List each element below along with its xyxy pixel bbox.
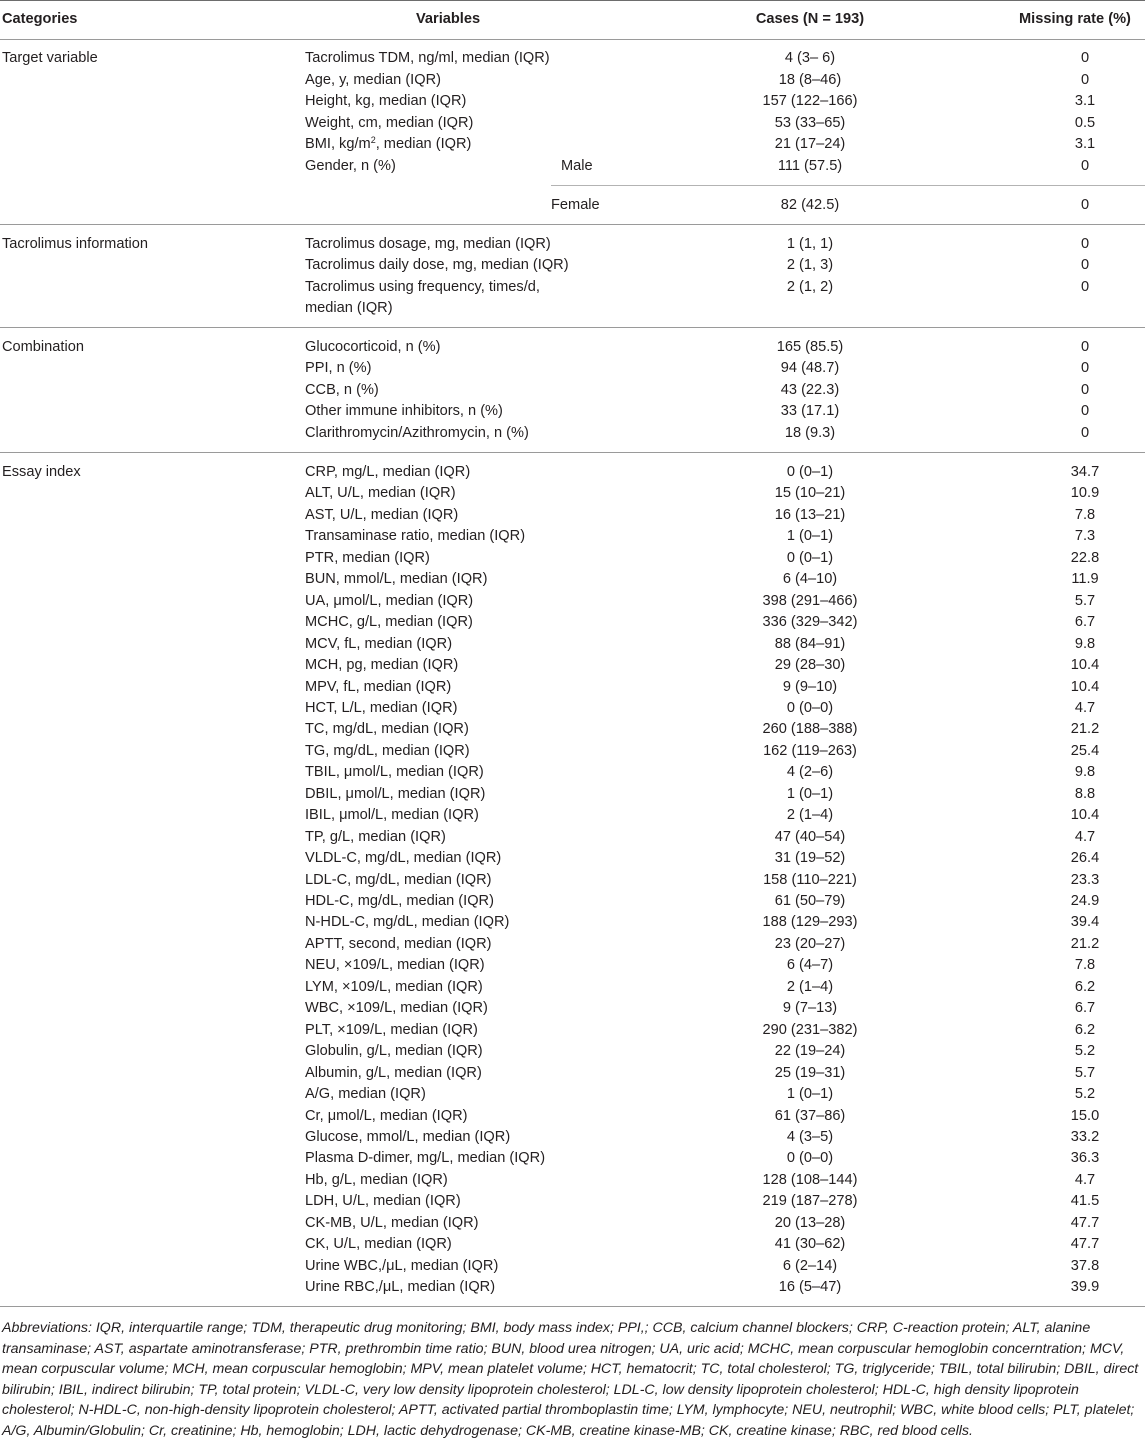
variable-label: A/G, median (IQR) [305, 1086, 426, 1103]
table-row [0, 634, 1145, 656]
table-row-continuation [0, 298, 1145, 320]
table-row [0, 677, 1145, 699]
missing-value: 4.7 [1074, 1171, 1096, 1188]
variable-label: Gender, n (%) [305, 158, 396, 174]
bmi-superscript: 2 [370, 135, 376, 145]
table-row [0, 1020, 1145, 1042]
missing-value: 5.7 [1074, 592, 1096, 609]
variable-label: UA, μmol/L, median (IQR) [305, 592, 474, 609]
missing-value: 15.0 [1070, 1107, 1100, 1124]
missing-value: 34.7 [1070, 464, 1100, 480]
missing-value: 37.8 [1070, 1257, 1100, 1274]
variable-label: LDL-C, mg/dL, median (IQR) [305, 871, 492, 888]
missing-value: 10.4 [1070, 678, 1100, 695]
category-label: Tacrolimus information [2, 236, 148, 252]
variable-label: Tacrolimus using frequency, times/d, [305, 279, 540, 295]
variable-label: TC, mg/dL, median (IQR) [305, 721, 469, 738]
table-row [0, 462, 1145, 484]
variable-label: Hb, g/L, median (IQR) [305, 1171, 448, 1188]
missing-value: 0 [1080, 339, 1090, 355]
cases-value: 1 (1, 1) [786, 236, 834, 252]
missing-value: 10.4 [1070, 807, 1100, 824]
missing-value: 0 [1080, 279, 1090, 295]
variable-label: Other immune inhibitors, n (%) [305, 403, 503, 419]
header-missing-rate: Missing rate (%) [1019, 11, 1131, 27]
cases-value: 22 (19–24) [774, 1043, 846, 1060]
table-row [0, 380, 1145, 402]
missing-value: 24.9 [1070, 893, 1100, 909]
cases-value: 88 (84–91) [774, 635, 846, 652]
gender-sub-rule [551, 185, 1145, 186]
category-label: Target variable [2, 50, 98, 66]
variable-label: TBIL, μmol/L, median (IQR) [305, 764, 484, 781]
table-top-rule [0, 0, 1145, 1]
missing-value: 22.8 [1070, 549, 1100, 566]
variable-label: APTT, second, median (IQR) [305, 935, 492, 952]
cases-value: 9 (9–10) [782, 678, 838, 695]
variable-label: WBC, ×109/L, median (IQR) [305, 1000, 488, 1017]
cases-value: 2 (1, 2) [786, 279, 834, 295]
variable-label: Urine RBC,/μL, median (IQR) [305, 1279, 496, 1296]
variable-label: TG, mg/dL, median (IQR) [305, 742, 470, 759]
category-label: Essay index [2, 464, 81, 480]
cases-value: 0 (0–0) [786, 699, 834, 716]
variable-label: Cr, μmol/L, median (IQR) [305, 1107, 468, 1124]
variable-label: Albumin, g/L, median (IQR) [305, 1064, 482, 1081]
table-row [0, 827, 1145, 849]
table-row [0, 1063, 1145, 1085]
cases-value: 188 (129–293) [762, 914, 858, 931]
missing-value: 0 [1080, 257, 1090, 273]
cases-value: 94 (48.7) [780, 360, 840, 376]
table-row [0, 1234, 1145, 1256]
table-row [0, 277, 1145, 299]
cases-value: 15 (10–21) [774, 485, 846, 502]
variable-label: PPI, n (%) [305, 360, 372, 376]
table-row [0, 1213, 1145, 1235]
cases-value: 260 (188–388) [762, 721, 858, 738]
table-row [0, 91, 1145, 113]
missing-value: 5.2 [1074, 1043, 1096, 1060]
category-label: Combination [2, 339, 84, 355]
missing-value: 41.5 [1070, 1193, 1100, 1210]
variable-label: BUN, mmol/L, median (IQR) [305, 571, 488, 588]
missing-value: 47.7 [1070, 1214, 1100, 1231]
cases-value: 4 (3–5) [786, 1128, 834, 1145]
variable-label: IBIL, μmol/L, median (IQR) [305, 807, 479, 824]
missing-value: 0.5 [1074, 115, 1096, 131]
table-row [0, 934, 1145, 956]
cases-value: 20 (13–28) [774, 1214, 846, 1231]
variable-label: LDH, U/L, median (IQR) [305, 1193, 461, 1210]
table-row [0, 48, 1145, 70]
cases-value: 4 (3– 6) [784, 50, 836, 66]
table-row [0, 1084, 1145, 1106]
cases-value: 41 (30–62) [774, 1236, 846, 1253]
missing-value: 25.4 [1070, 742, 1100, 759]
missing-value: 7.8 [1074, 506, 1096, 523]
variable-label: MCV, fL, median (IQR) [305, 635, 453, 652]
missing-value: 0 [1080, 382, 1090, 398]
table-row [0, 762, 1145, 784]
variable-label: VLDL-C, mg/dL, median (IQR) [305, 850, 502, 867]
missing-value: 7.8 [1074, 957, 1096, 974]
table-row [0, 526, 1145, 548]
table-row [0, 1127, 1145, 1149]
gender-male-label: Male [561, 158, 593, 174]
cases-value: 33 (17.1) [780, 403, 840, 419]
cases-value: 9 (7–13) [782, 1000, 838, 1017]
cases-value: 25 (19–31) [774, 1064, 846, 1081]
table-row [0, 891, 1145, 913]
missing-value: 36.3 [1070, 1150, 1100, 1167]
cases-value: 158 (110–221) [763, 871, 857, 888]
table-row [0, 805, 1145, 827]
table-row [0, 505, 1145, 527]
variable-label: CK, U/L, median (IQR) [305, 1236, 452, 1253]
table-row [0, 134, 1145, 156]
cases-value: 336 (329–342) [762, 614, 858, 631]
missing-value: 7.3 [1074, 528, 1096, 545]
missing-value: 0 [1080, 72, 1090, 88]
cases-value: 4 (2–6) [786, 764, 834, 781]
cases-value: 290 (231–382) [762, 1021, 858, 1038]
cases-value: 6 (4–7) [786, 957, 834, 974]
missing-value: 5.7 [1074, 1064, 1096, 1081]
missing-value: 6.2 [1074, 978, 1096, 995]
cases-value: 157 (122–166) [762, 93, 858, 109]
cases-value: 23 (20–27) [774, 935, 846, 952]
table-row [0, 1191, 1145, 1213]
cases-value: 0 (0–0) [786, 1150, 834, 1167]
missing-value: 3.1 [1074, 136, 1096, 152]
missing-value: 10.9 [1070, 485, 1100, 502]
table-header-row [0, 9, 1145, 31]
table-row [0, 1106, 1145, 1128]
variable-label: DBIL, μmol/L, median (IQR) [305, 785, 486, 802]
cases-value: 53 (33–65) [774, 115, 846, 131]
variable-label: Glucose, mmol/L, median (IQR) [305, 1128, 511, 1145]
variable-label: AST, U/L, median (IQR) [305, 506, 459, 523]
cases-value: 6 (2–14) [782, 1257, 838, 1274]
cases-value: 1 (0–1) [786, 1086, 834, 1103]
cases-value: 43 (22.3) [780, 382, 840, 398]
missing-value: 4.7 [1074, 699, 1096, 716]
cases-value: 0 (0–1) [786, 464, 834, 480]
cases-value: 31 (19–52) [774, 850, 846, 867]
variable-label: CRP, mg/L, median (IQR) [305, 464, 471, 480]
table-row [0, 977, 1145, 999]
table-row [0, 423, 1145, 445]
table-row [0, 1041, 1145, 1063]
variable-label: NEU, ×109/L, median (IQR) [305, 957, 485, 974]
cases-value: 82 (42.5) [780, 197, 840, 213]
table-row [0, 113, 1145, 135]
bmi-prefix: BMI, kg/m [305, 136, 371, 152]
missing-value: 23.3 [1070, 871, 1100, 888]
table-row [0, 1170, 1145, 1192]
cases-value: 18 (8–46) [778, 72, 842, 88]
variable-label: CK-MB, U/L, median (IQR) [305, 1214, 479, 1231]
variable-label: Urine WBC,/μL, median (IQR) [305, 1257, 499, 1274]
missing-value: 10.4 [1070, 657, 1100, 674]
table-row [0, 156, 1145, 178]
variable-label: MPV, fL, median (IQR) [305, 678, 452, 695]
variable-label: TP, g/L, median (IQR) [305, 828, 446, 845]
variable-label: PTR, median (IQR) [305, 549, 430, 566]
missing-value: 6.2 [1074, 1021, 1096, 1038]
cases-value: 61 (50–79) [774, 893, 846, 909]
table-row [0, 955, 1145, 977]
missing-value: 26.4 [1070, 850, 1100, 867]
cases-value: 21 (17–24) [774, 136, 846, 152]
variable-label: N-HDL-C, mg/dL, median (IQR) [305, 914, 510, 931]
missing-value: 33.2 [1070, 1128, 1100, 1145]
variable-label: HCT, L/L, median (IQR) [305, 699, 458, 716]
missing-value: 9.8 [1074, 635, 1096, 652]
table-row [0, 719, 1145, 741]
variable-label: PLT, ×109/L, median (IQR) [305, 1021, 478, 1038]
table-row [0, 912, 1145, 934]
variable-label-line2: median (IQR) [305, 300, 393, 316]
variable-label [305, 134, 471, 156]
variable-label: LYM, ×109/L, median (IQR) [305, 978, 483, 995]
missing-value: 0 [1080, 403, 1090, 419]
variable-label: Weight, cm, median (IQR) [305, 115, 474, 131]
missing-value: 6.7 [1074, 1000, 1096, 1017]
cases-value: 1 (0–1) [786, 528, 834, 545]
cases-value: 0 (0–1) [786, 549, 834, 566]
missing-value: 3.1 [1074, 93, 1096, 109]
missing-value: 39.9 [1070, 1279, 1100, 1296]
section-rule [0, 327, 1145, 328]
table-row [0, 255, 1145, 277]
table-row [0, 234, 1145, 256]
variable-label: Clarithromycin/Azithromycin, n (%) [305, 425, 529, 441]
missing-value: 21.2 [1070, 935, 1100, 952]
header-rule [0, 39, 1145, 40]
table-row [0, 483, 1145, 505]
cases-value: 2 (1, 3) [786, 257, 834, 273]
table-row [0, 337, 1145, 359]
table-row [0, 741, 1145, 763]
table-row [0, 870, 1145, 892]
cases-value: 18 (9.3) [784, 425, 836, 441]
table-row [0, 1256, 1145, 1278]
cases-value: 47 (40–54) [774, 828, 846, 845]
missing-value: 0 [1080, 50, 1090, 66]
section-rule [0, 452, 1145, 453]
header-categories: Categories [2, 11, 78, 27]
variable-label: Age, y, median (IQR) [305, 72, 441, 88]
missing-value: 9.8 [1074, 764, 1096, 781]
table-row [0, 784, 1145, 806]
header-variables: Variables [416, 11, 481, 27]
table-row [0, 998, 1145, 1020]
table-row [0, 195, 1145, 217]
missing-value: 0 [1080, 425, 1090, 441]
cases-value: 29 (28–30) [774, 657, 846, 674]
table-row [0, 548, 1145, 570]
table-bottom-rule [0, 1306, 1145, 1307]
table-row [0, 569, 1145, 591]
variable-label: Transaminase ratio, median (IQR) [305, 528, 526, 545]
missing-value: 11.9 [1071, 571, 1099, 588]
table-row [0, 848, 1145, 870]
cases-value: 61 (37–86) [774, 1107, 846, 1124]
gender-female-label: Female [551, 197, 600, 213]
missing-value: 0 [1080, 360, 1090, 376]
missing-value: 0 [1080, 197, 1090, 213]
table-row [0, 655, 1145, 677]
cases-value: 2 (1–4) [786, 807, 834, 824]
bmi-suffix: , median (IQR) [375, 136, 472, 152]
header-cases: Cases (N = 193) [755, 11, 865, 27]
cases-value: 165 (85.5) [776, 339, 844, 355]
table-row [0, 591, 1145, 613]
table-row [0, 1277, 1145, 1299]
cases-value: 16 (5–47) [778, 1279, 842, 1296]
variable-label: Height, kg, median (IQR) [305, 93, 467, 109]
missing-value: 6.7 [1074, 614, 1096, 631]
table-footnote: Abbreviations: IQR, interquartile range; TDM, therapeutic drug monitoring; BMI, body mass index; PPI,; CCB, calcium channel blockers; CRP, C-reaction protein; ALT, alanine transaminase; AST, aspartate aminotransferase; PTR, prethrombin time ratio; BUN, blood urea nitrogen; UA, uric acid; MCHC, mean corpuscular hemoglobin concerntration; MCV, mean corpuscular volume; MCH, mean corpuscular hemoglobin; MPV, mean platelet volume; HCT, hematocrit; TC, total cholesterol; TG, triglyceride; TBIL, total bilirubin; DBIL, direct bilirubin; IBIL, indirect bilirubin; TP, total protein; VLDL-C, very low density lipoprotein cholesterol; LDL-C, low density lipoprotein cholesterol; HDL-C, high density lipoprotein cholesterol; N-HDL-C, non-high-density lipoprotein cholesterol; APTT, activated partial thromboplastin time; LYM, lymphocyte; NEU, neutrophil; WBC, white blood cells; PLT, platelet; A/G, Albumin/Globulin; Cr, creatinine; Hb, hemoglobin; LDH, lactic dehydrogenase; CK-MB, creatine kinase-MB; CK, creatine kinase; RBC, red blood cells. [2, 1320, 1139, 1439]
cases-value: 16 (13–21) [774, 506, 846, 523]
cases-value: 2 (1–4) [786, 978, 834, 995]
missing-value: 8.8 [1074, 785, 1096, 802]
section-rule [0, 224, 1145, 225]
table-row [0, 612, 1145, 634]
cases-value: 6 (4–10) [782, 571, 838, 588]
cases-value: 219 (187–278) [762, 1193, 858, 1210]
missing-value: 4.7 [1074, 828, 1096, 845]
missing-value: 39.4 [1070, 914, 1100, 931]
variable-label: CCB, n (%) [305, 382, 379, 398]
cases-value: 128 (108–144) [762, 1171, 858, 1188]
missing-value: 21.2 [1070, 721, 1100, 738]
missing-value: 0 [1080, 158, 1090, 174]
variable-label: Glucocorticoid, n (%) [305, 339, 441, 355]
cases-value: 1 (0–1) [786, 785, 834, 802]
table-row [0, 358, 1145, 380]
variable-label: Tacrolimus TDM, ng/ml, median (IQR) [305, 50, 550, 66]
variable-label: Tacrolimus daily dose, mg, median (IQR) [305, 257, 569, 273]
variable-label: Plasma D-dimer, mg/L, median (IQR) [305, 1150, 546, 1167]
variable-label: Globulin, g/L, median (IQR) [305, 1043, 483, 1060]
table-row [0, 401, 1145, 423]
table-row [0, 1148, 1145, 1170]
missing-value: 47.7 [1070, 1236, 1100, 1253]
cases-value: 111 (57.5) [777, 158, 843, 174]
variable-label: ALT, U/L, median (IQR) [305, 485, 456, 502]
variable-label: MCHC, g/L, median (IQR) [305, 614, 473, 631]
missing-value: 0 [1080, 236, 1090, 252]
missing-value: 5.2 [1074, 1086, 1096, 1103]
variable-label: HDL-C, mg/dL, median (IQR) [305, 893, 494, 909]
variable-label: MCH, pg, median (IQR) [305, 657, 459, 674]
table-row [0, 698, 1145, 720]
table-row [0, 70, 1145, 92]
cases-value: 162 (119–263) [763, 742, 857, 759]
variable-label: Tacrolimus dosage, mg, median (IQR) [305, 236, 551, 252]
cases-value: 398 (291–466) [762, 592, 858, 609]
